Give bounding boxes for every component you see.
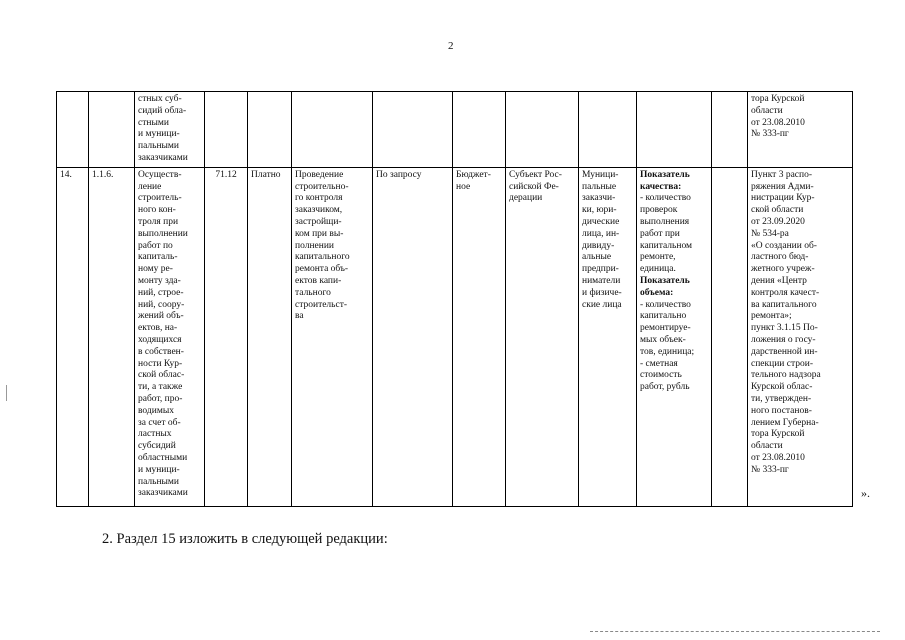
quality-indicator-text: - количество проверок выполнения работ при капитальном ремонте, единица.	[640, 193, 693, 275]
cont-cell-11	[637, 92, 712, 168]
service-conditions: По запросу	[373, 167, 453, 506]
cont-cell-2	[89, 92, 135, 168]
cont-cell-8	[453, 92, 506, 168]
row-cell-12	[712, 167, 748, 506]
table-row	[57, 167, 853, 506]
cont-cell-5	[248, 92, 292, 168]
page-number: 2	[448, 40, 454, 52]
cont-cell-12	[712, 92, 748, 168]
institution-type: Бюджет- ное	[453, 167, 506, 506]
services-table	[56, 91, 853, 507]
row-code: 1.1.6.	[89, 167, 135, 506]
service-content: Проведение строительно- го контроля заказчиком, застройщи- ком при вы- полнении капитального ремонта объ- ектов капи- тального строительст- ва	[292, 167, 373, 506]
cont-cell-4	[205, 92, 248, 168]
cont-cell-10	[579, 92, 637, 168]
instruction-paragraph: 2. Раздел 15 изложить в следующей редакции:	[102, 531, 388, 547]
row-number: 14.	[57, 167, 89, 506]
service-name: Осуществ- ление строитель- ного кон- троля при выполнении работ по капиталь- ному ре- монту зда- ний, строе- ний, соору- жений объ- ектов, на- ходящихся в собствен- ности Кур- ской облас- ти, а также работ, про- водимых за счет об- ластных субсидий областными и муници- пальными заказчиками	[135, 167, 205, 506]
cont-cell-name: стных суб- сидий обла- стными и муници- пальными заказчиками	[135, 92, 205, 168]
continuation-row	[57, 92, 853, 168]
closing-quote-mark: ».	[861, 486, 870, 500]
cont-cell-6	[292, 92, 373, 168]
founder: Субъект Рос- сийской Фе- дерации	[506, 167, 579, 506]
scan-margin-mark	[6, 385, 7, 401]
scan-artifact-line	[590, 631, 880, 633]
volume-indicator-title: Показатель объема:	[640, 275, 690, 298]
cont-cell-9	[506, 92, 579, 168]
indicators-cell	[637, 167, 712, 506]
consumers: Муници- пальные заказчи- ки, юри- дические лица, ин- дивиду- альные предпри- ниматели и физиче- ские лица	[579, 167, 637, 506]
cont-cell-1	[57, 92, 89, 168]
cont-cell-legal: тора Курской области от 23.08.2010 № 333-пг	[748, 92, 853, 168]
okved-code: 71.12	[205, 167, 248, 506]
quality-indicator-title: Показатель качества:	[640, 169, 690, 192]
legal-basis: Пункт 3 распо- ряжения Адми- нистрации Кур- ской области от 23.09.2020 № 534-ра «О создании об- ластного бюд- жетного учреж- дения «Центр контроля качест- ва капитального ремонта»; пункт 3.1.15 По- ложения о госу- дарственной ин- спекции строи- тельного надзора Курской облас- ти, утвержден- ного постанов- лением Губерна- тора Курской области от 23.08.2010 № 333-пг	[748, 167, 853, 506]
cont-cell-7	[373, 92, 453, 168]
payment-type: Платно	[248, 167, 292, 506]
volume-indicator-text: - количество капитально ремонтируе- мых объек- тов, единица; - сметная стоимость работ, рубль	[640, 299, 695, 393]
